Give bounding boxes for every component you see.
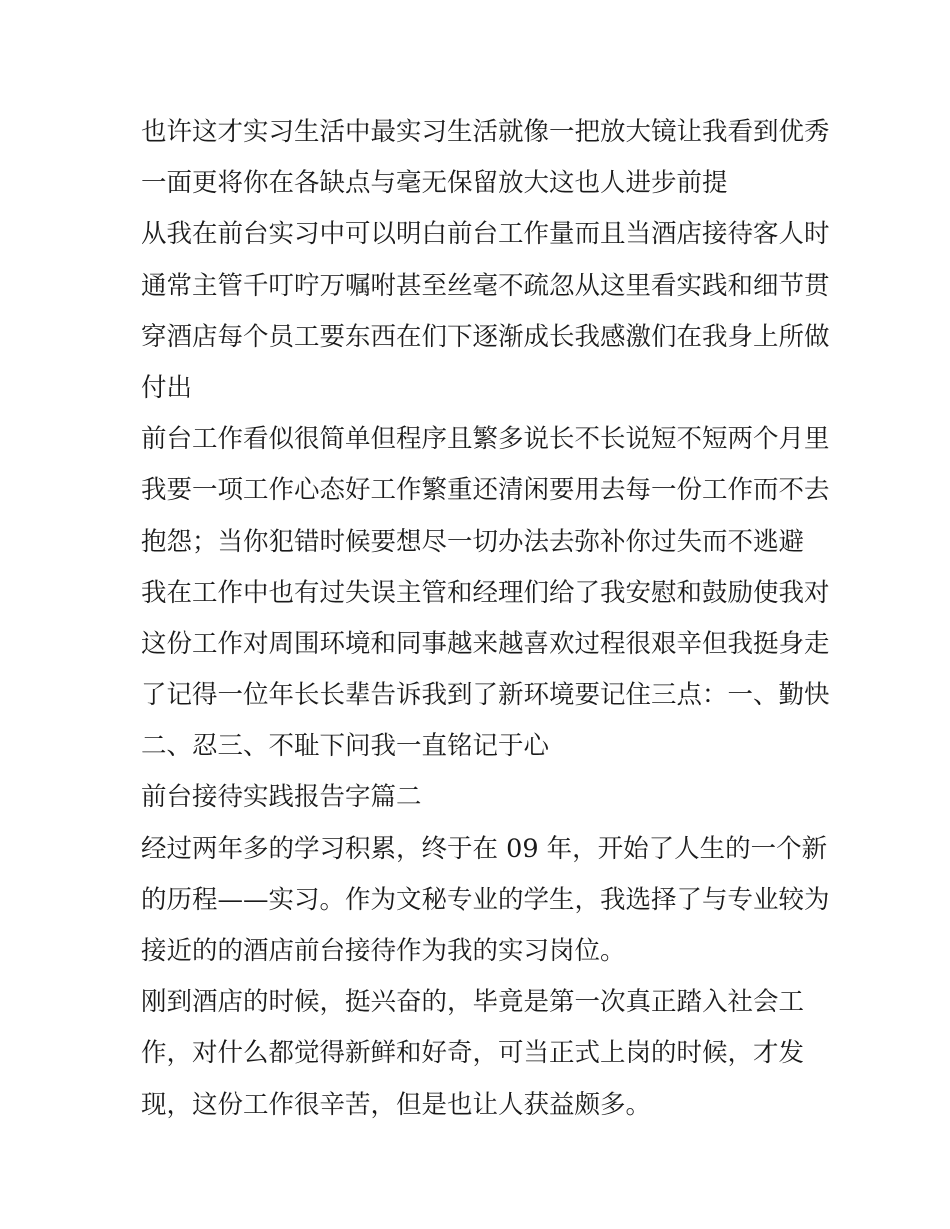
text-line: 付出 [141, 372, 193, 403]
text-line: 穿酒店每个员工要东西在们下逐渐成长我感激们在我身上所做 [141, 321, 830, 352]
text-line: 这份工作对周围环境和同事越来越喜欢过程很艰辛但我挺身走 [141, 628, 830, 659]
text-line: 通常主管千叮咛万嘱咐甚至丝毫不疏忽从这里看实践和细节贯 [141, 270, 830, 301]
text-line: 的历程——实习。作为文秘专业的学生，我选择了与专业较为 [141, 884, 830, 915]
text-line: 也许这才实习生活中最实习生活就像一把放大镜让我看到优秀 [141, 117, 830, 147]
text-line: 前台工作看似很简单但程序且繁多说长不长说短不短两个月里 [141, 424, 830, 455]
body-text [141, 107, 830, 1131]
text-line: 刚到酒店的时候，挺兴奋的，毕竟是第一次真正踏入社会工 [141, 987, 805, 1018]
section-heading: 前台接待实践报告字篇二 [141, 782, 422, 813]
text-line: 作，对什么都觉得新鲜和好奇，可当正式上岗的时候，才发 [141, 1038, 805, 1069]
text-line: 现，这份工作很辛苦，但是也让人获益颇多。 [141, 1089, 652, 1120]
text-line: 我要一项工作心态好工作繁重还清闲要用去每一份工作而不去 [141, 475, 830, 506]
text-line: 了记得一位年长长辈告诉我到了新环境要记住三点：一、勤快 [141, 680, 830, 711]
text-line: 从我在前台实习中可以明白前台工作量而且当酒店接待客人时 [141, 219, 830, 250]
text-line: 二、忍三、不耻下问我一直铭记于心 [141, 731, 550, 762]
text-line: 抱怨；当你犯错时候要想尽一切办法去弥补你过失而不逃避 [141, 526, 805, 557]
text-line: 我在工作中也有过失误主管和经理们给了我安慰和鼓励使我对 [141, 577, 830, 608]
text-line: 一面更将你在各缺点与毫无保留放大这也人进步前提 [141, 168, 728, 199]
text-line: 接近的的酒店前台接待作为我的实习岗位。 [141, 936, 626, 966]
text-line: 经过两年多的学习积累，终于在 09 年，开始了人生的一个新 [141, 833, 828, 864]
